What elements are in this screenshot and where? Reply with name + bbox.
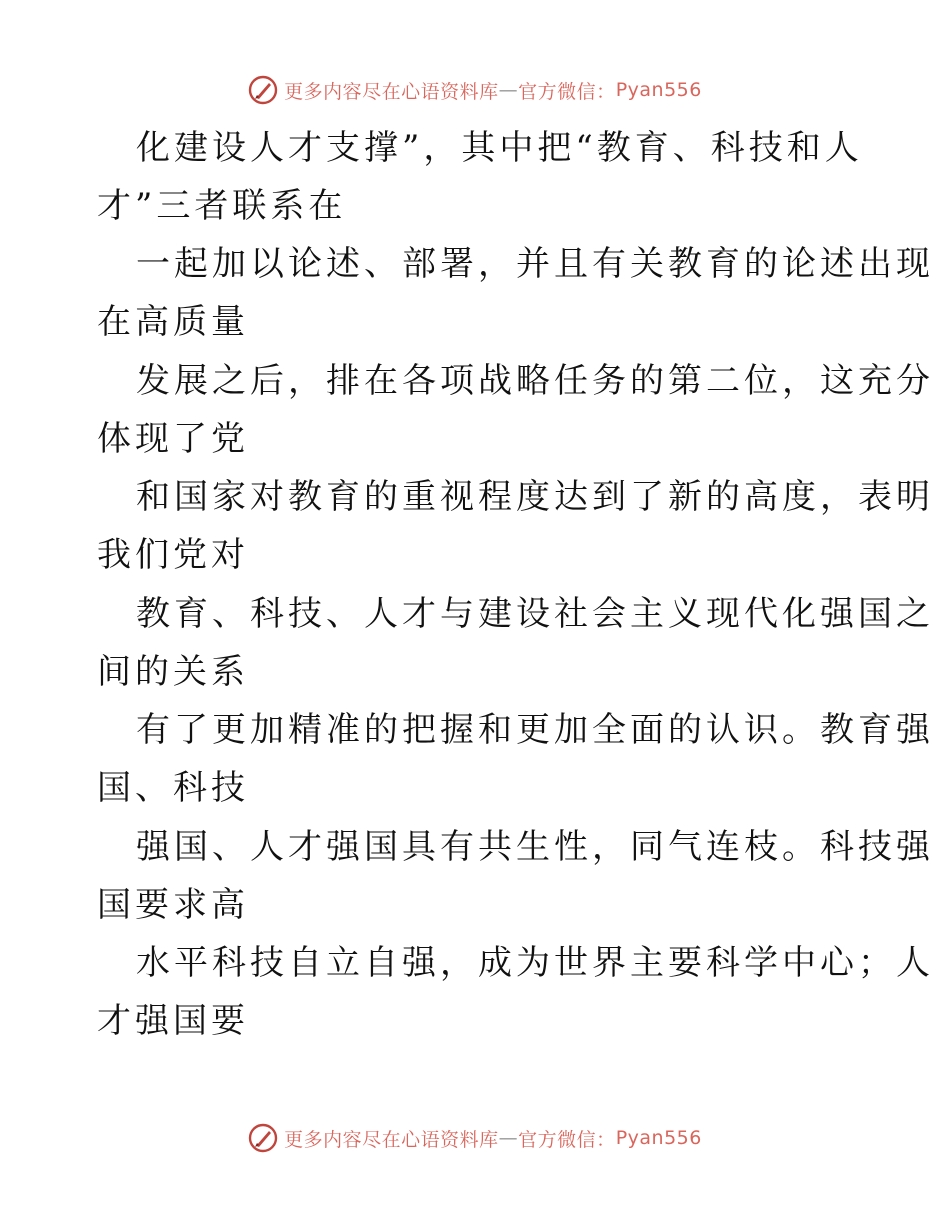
banner-site-text: 更多内容尽在心语资料库 — [284, 80, 499, 103]
footer-site-text: 更多内容尽在心语资料库 — [284, 1128, 499, 1151]
body-line-10: 间的关系 — [97, 652, 249, 692]
body-line-7: 和国家对教育的重视程度达到了新的高度，表明 — [136, 477, 934, 517]
banner-wechat-id: Pyan556 — [615, 79, 702, 101]
body-line-16: 才强国要 — [97, 1001, 249, 1041]
body-line-8: 我们党对 — [97, 535, 249, 575]
footer-banner — [0, 1118, 950, 1158]
body-line-3: 一起加以论述、部署，并且有关教育的论述出现 — [136, 244, 934, 284]
footer-wechat-label: 官方微信： — [518, 1128, 616, 1151]
body-line-12: 国、科技 — [97, 768, 249, 808]
body-line-6: 体现了党 — [97, 419, 249, 459]
body-line-4: 在高质量 — [97, 302, 249, 342]
body-line-5: 发展之后，排在各项战略任务的第二位，这充分 — [136, 361, 934, 401]
body-line-13: 强国、人才强国具有共生性，同气连枝。科技强 — [136, 827, 934, 867]
body-line-1: 化建设人才支撑”，其中把“教育、科技和人 — [136, 128, 863, 168]
body-line-15: 水平科技自立自强，成为世界主要科学中心；人 — [136, 943, 934, 983]
banner-wechat-label: 官方微信： — [518, 80, 616, 103]
banner-dash: — — [498, 79, 519, 101]
footer-wechat-id: Pyan556 — [615, 1127, 702, 1149]
quill-pen-logo-icon — [248, 1123, 278, 1153]
footer-dash: — — [498, 1127, 519, 1149]
body-line-2: 才”三者联系在 — [97, 186, 347, 226]
body-line-14: 国要求高 — [97, 885, 249, 925]
body-line-11: 有了更加精准的把握和更加全面的认识。教育强 — [136, 710, 934, 750]
body-line-9: 教育、科技、人才与建设社会主义现代化强国之 — [136, 594, 934, 634]
